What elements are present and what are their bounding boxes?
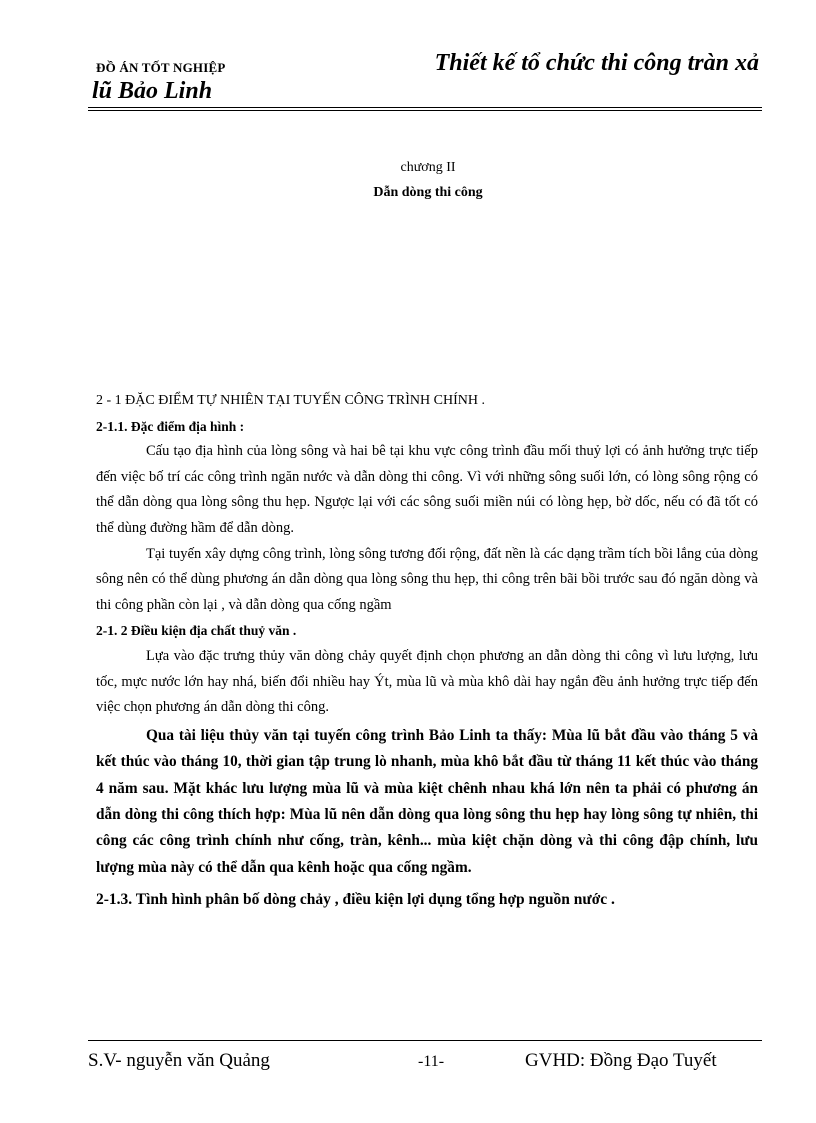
page-body [96, 388, 758, 913]
section-heading: 2 - 1 ĐẶC ĐIỂM TỰ NHIÊN TẠI TUYẾN CÔNG TRÌNH CHÍNH . [96, 393, 485, 408]
footer-student: S.V- nguyễn văn Quảng [88, 1050, 270, 1071]
paragraph-terrain-2: Tại tuyến xây dựng công trình, lòng sông tương đối rộng, đất nền là các dạng trầm tích bồi lắng của dòng sông nên có thể dùng phương án dẫn dòng qua lòng sông thu hẹp, thi công trên bãi bồi trước sau đó ngăn dòng và thi công phần còn lại , và dẫn dòng qua cống ngầm [96, 545, 758, 613]
footer-advisor: GVHD: Đồng Đạo Tuyết [525, 1050, 717, 1071]
subsection-heading-flow: 2-1.3. Tình hình phân bố dòng chảy , điều kiện lợi dụng tổng hợp nguồn nước . [96, 891, 615, 909]
chapter-title: Dẫn dòng thi công [373, 185, 483, 200]
subsection-heading-hydrology: 2-1. 2 Điều kiện địa chất thuỷ văn . [96, 623, 297, 639]
paragraph-hydrology-2: Qua tài liệu thủy văn tại tuyến công trình Bảo Linh ta thấy: Mùa lũ bắt đầu vào tháng 5 và kết thúc vào tháng 10, thời gian tập trung lò nhanh, mùa khô bắt đầu từ tháng 11 kết thúc vào tháng 4 năm sau. Mặt khác lưu lượng mùa lũ và mùa kiệt chênh nhau khá lớn nên ta phải có phương án dẫn dòng thi công thích hợp: Mùa lũ nên dẫn dòng qua lòng sông thu hẹp hay lòng sông tự nhiên, thi công các công trình chính như cống, tràn, kênh... mùa kiệt chặn dòng và thi công đập chính, lưu lượng mùa này có thể dẫn qua kênh hoặc qua cống ngầm. [96, 726, 758, 876]
subsection-heading-terrain: 2-1.1. Đặc điểm địa hình : [96, 418, 245, 434]
header-rule-bottom [88, 110, 762, 111]
chapter-label: chương II [400, 160, 456, 175]
paragraph-hydrology-1: Lựa vào đặc trưng thủy văn dòng chảy quyết định chọn phương an dẫn dòng thi công vì lưu lượng, lưu tốc, mực nước lớn hay nhá, biến đổi nhiều hay Ýt, mùa lũ và mùa khô dài hay ngắn đều ảnh hưởng trực tiếp đến việc chọn phương án dẫn dòng thi công. [96, 647, 758, 716]
footer-rule [88, 1040, 762, 1041]
header-document-subtitle: lũ Bảo Linh [92, 78, 213, 104]
footer-page-number: -11- [418, 1053, 445, 1070]
header-rule-top [88, 107, 762, 108]
header-document-title: Thiết kế tổ chức thi công tràn xả [434, 50, 759, 76]
header-project-label: ĐỒ ÁN TỐT NGHIỆP [96, 60, 226, 75]
paragraph-terrain-1: Cấu tạo địa hình của lòng sông và hai bê tại khu vực công trình đầu mối thuỷ lợi có ảnh hưởng trực tiếp đến việc bố trí các công trình ngăn nước và dẫn dòng thi công. Vì với những sông suối lớn, có lòng sông rộng có thể dẫn dòng qua lòng sông thu hẹp. Ngược lại với các sông suối miền núi có lòng hẹp, bờ dốc, nếu có đã tốt có thể dùng đường hầm để dẫn dòng. [96, 443, 758, 536]
